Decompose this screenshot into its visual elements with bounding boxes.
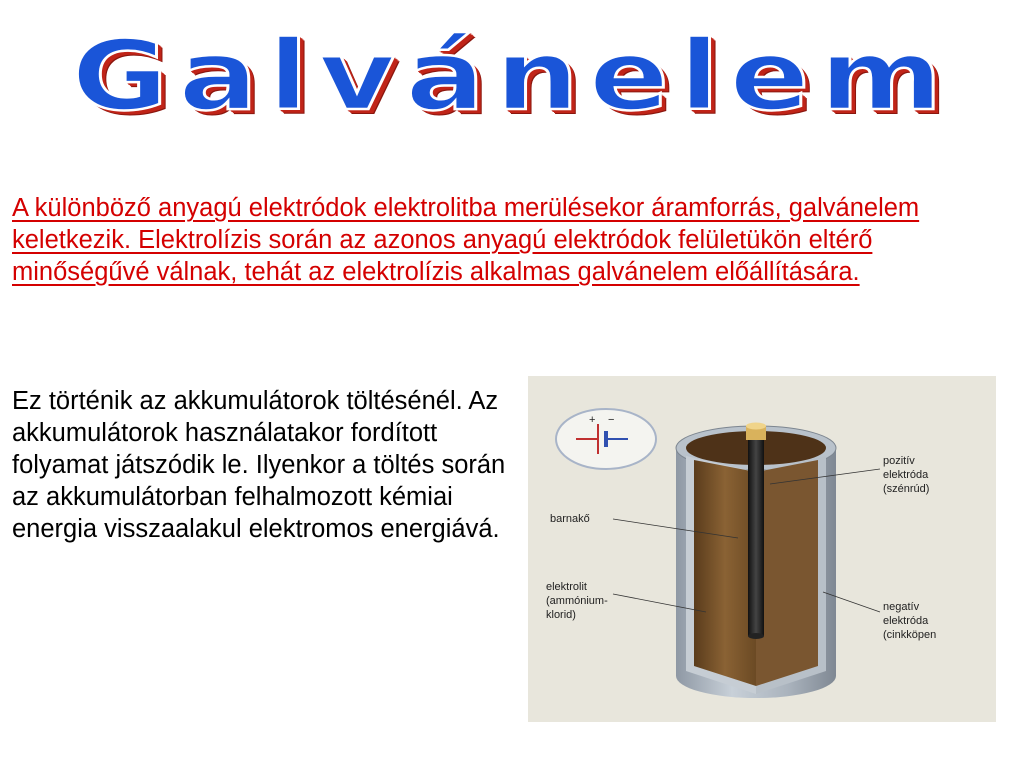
label-positive-electrode: pozitív elektróda (szénrúd) — [883, 455, 930, 495]
cell-illustration — [528, 376, 996, 722]
cell-cylinder — [676, 423, 836, 699]
page-title: Galvánelem — [71, 18, 953, 132]
galvanic-cell-diagram — [528, 376, 996, 722]
label-electrolyte: elektrolit (ammónium- klorid) — [546, 581, 608, 621]
symbol-plus: + — [589, 414, 596, 426]
battery-symbol-icon — [556, 409, 656, 469]
symbol-minus: − — [608, 414, 615, 426]
label-barnako: barnakő — [550, 513, 590, 525]
intro-paragraph — [12, 192, 1012, 288]
label-negative-electrode: negatív elektróda (cinkköpen — [883, 601, 937, 641]
intro-text: A különböző anyagú elektródok elektrolitba merülésekor áramforrás, galvánelem keletkezik. Elektrolízis során az azonos anyagú elektródok felületükön eltérő minőségűvé válnak, tehát az elektrolízis alkalmas galvánelem előállítására. — [12, 194, 920, 286]
body-paragraph: Ez történik az akkumulátorok töltésénél. Az akkumulátorok használatakor fordított folyamat játszódik le. Ilyenkor a töltés során az akkumulátorban felhalmozott kémiai energia visszaalakul elektromos energiává. — [12, 387, 506, 543]
